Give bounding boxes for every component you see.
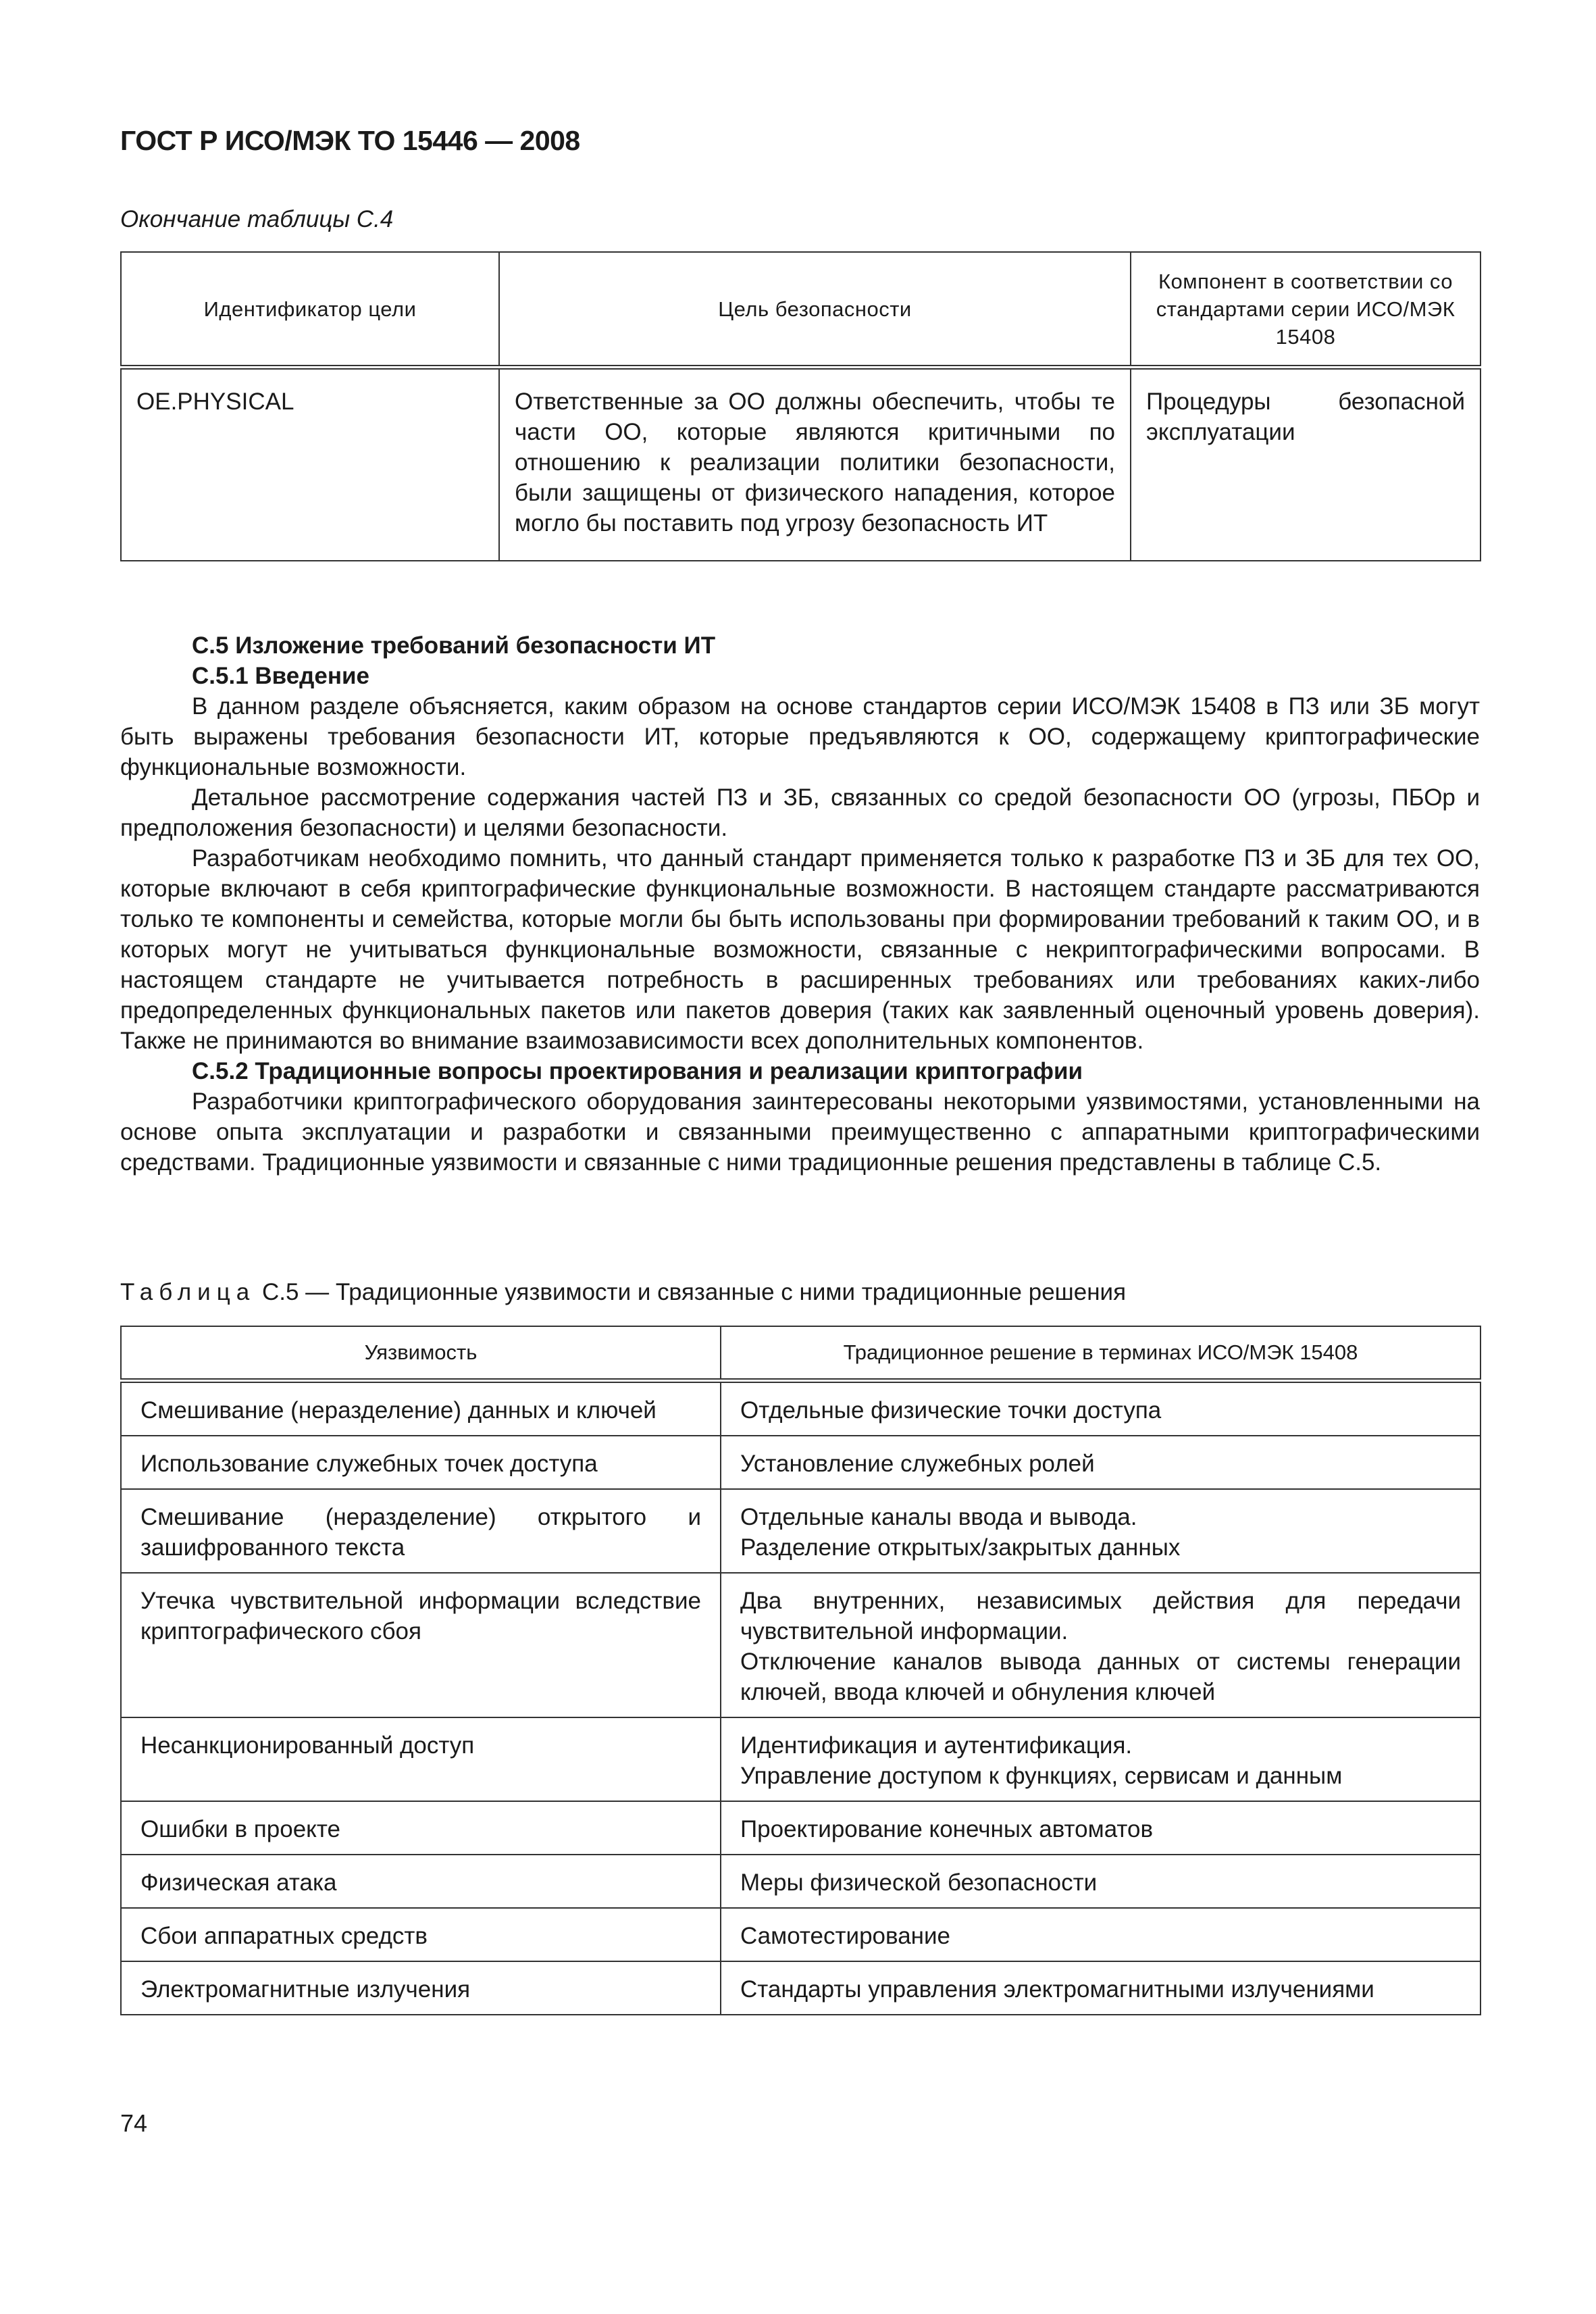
- solution-line: Управление доступом к функциях, сервисам и данным: [740, 1763, 1343, 1789]
- subsection-heading: С.5.2 Традиционные вопросы проектирования и реализации криптографии: [192, 1058, 1083, 1084]
- table-row: [121, 1436, 1481, 1489]
- solution-line: Идентификация и аутентификация.: [740, 1732, 1133, 1759]
- solution-line: Отключение каналов вывода данных от системы генерации ключей, ввода ключей и обнуления ключей: [740, 1649, 1461, 1705]
- table-continuation-caption: Окончание таблицы С.4: [120, 206, 394, 232]
- page-number: 74: [120, 2109, 148, 2137]
- solution-cell: [721, 1801, 1481, 1855]
- table-row: [121, 1717, 1481, 1801]
- section-heading: С.5 Изложение требований безопасности ИТ: [192, 632, 716, 659]
- solution-cell: [721, 1855, 1481, 1908]
- solution-cell: [721, 1961, 1481, 2015]
- vulnerability-cell: Электромагнитные излучения: [121, 1961, 721, 2015]
- paragraph: Разработчикам необходимо помнить, что данный стандарт применяется только к разработке ПЗ и ЗБ для тех ОО, которые включают в себя криптографические функциональные возможности. В настоящем стандарте рассматриваются только те компоненты и семейства, которые могли бы быть использованы при формировании требований к таким ОО, и в которых могут не учитываться функциональные возможности, связанные с некриптографическими вопросами. В настоящем стандарте не учитывается потребность в расширенных требованиях или требованиях каких-либо предопределенных функциональных пакетов или пакетов доверия (таких как заявленный оценочный уровень доверия). Также не принимаются во внимание взаимозависимости всех дополнительных компонентов.: [120, 845, 1480, 1054]
- solution-line: Стандарты управления электромагнитными излучениями: [740, 1976, 1374, 2003]
- solution-line: Самотестирование: [740, 1923, 951, 1949]
- table-header-row: [121, 252, 1481, 368]
- table-row: [121, 1855, 1481, 1908]
- vulnerability-cell: Ошибки в проекте: [121, 1801, 721, 1855]
- vulnerability-cell: Несанкционированный доступ: [121, 1717, 721, 1801]
- paragraph: Разработчики криптографического оборудования заинтересованы некоторыми уязвимостями, установленными на основе опыта эксплуатации и разработки и связанными преимущественно с аппаратными криптографическими средствами. Традиционные уязвимости и связанные с ними традиционные решения представлены в таблице С.5.: [120, 1088, 1480, 1176]
- table-label: Таблица: [120, 1279, 256, 1305]
- solution-cell: [721, 1573, 1481, 1717]
- vulnerability-cell: Утечка чувствительной информации вследствие криптографического сбоя: [121, 1573, 721, 1717]
- paragraph: Детальное рассмотрение содержания частей ПЗ и ЗБ, связанных со средой безопасности ОО (угрозы, ПБОр и предположения безопасности) и целями безопасности.: [120, 784, 1480, 841]
- solution-line: Два внутренних, независимых действия для передачи чувствительной информации.: [740, 1588, 1461, 1644]
- table-title: С.5 — Традиционные уязвимости и связанные с ними традиционные решения: [261, 1279, 1127, 1305]
- table-c5-caption: [120, 1279, 1126, 1306]
- solution-line: Проектирование конечных автоматов: [740, 1816, 1154, 1842]
- solution-cell: [721, 1717, 1481, 1801]
- table-row: [121, 1489, 1481, 1573]
- table-row: [121, 1908, 1481, 1961]
- table-row: [121, 1801, 1481, 1855]
- solution-line: Установление служебных ролей: [740, 1451, 1095, 1477]
- section-c5: [120, 630, 1480, 1178]
- vulnerability-cell: Сбои аппаратных средств: [121, 1908, 721, 1961]
- vulnerability-cell: Физическая атака: [121, 1855, 721, 1908]
- paragraph: В данном разделе объясняется, каким образом на основе стандартов серии ИСО/МЭК 15408 в ПЗ или ЗБ могут быть выражены требования безопасности ИТ, которые предъявляются к ОО, содержащему криптографические функциональные возможности.: [120, 693, 1480, 780]
- table-c4: [120, 251, 1481, 561]
- vulnerability-cell: Смешивание (неразделение) данных и ключей: [121, 1381, 721, 1436]
- vulnerability-cell: Использование служебных точек доступа: [121, 1436, 721, 1489]
- table-c5: [120, 1326, 1481, 2015]
- table-row: [121, 1573, 1481, 1717]
- solution-cell: [721, 1381, 1481, 1436]
- document-header: ГОСТ Р ИСО/МЭК ТО 15446 — 2008: [120, 125, 580, 156]
- column-header: Традиционное решение в терминах ИСО/МЭК 15408: [721, 1326, 1481, 1381]
- column-header: Цель безопасности: [499, 252, 1131, 368]
- solution-line: Отдельные физические точки доступа: [740, 1397, 1162, 1424]
- solution-line: Разделение открытых/закрытых данных: [740, 1534, 1181, 1561]
- table-row: [121, 368, 1481, 561]
- solution-cell: [721, 1436, 1481, 1489]
- vulnerability-cell: Смешивание (неразделение) открытого и зашифрованного текста: [121, 1489, 721, 1573]
- table-row: [121, 1961, 1481, 2015]
- solution-cell: [721, 1489, 1481, 1573]
- column-header: Компонент в соответствии со стандартами серии ИСО/МЭК 15408: [1131, 252, 1481, 368]
- column-header: Уязвимость: [121, 1326, 721, 1381]
- solution-line: Отдельные каналы ввода и вывода.: [740, 1504, 1137, 1530]
- component-cell: Процедуры безопасной эксплуатации: [1131, 368, 1481, 561]
- table-header-row: [121, 1326, 1481, 1381]
- objective-text-cell: Ответственные за ОО должны обеспечить, чтобы те части ОО, которые являются критичными по отношению к реализации политики безопасности, были защищены от физического нападения, которое могло бы поставить под угрозу безопасность ИТ: [499, 368, 1131, 561]
- objective-id-cell: OE.PHYSICAL: [121, 368, 499, 561]
- table-row: [121, 1381, 1481, 1436]
- column-header: Идентификатор цели: [121, 252, 499, 368]
- solution-cell: [721, 1908, 1481, 1961]
- solution-line: Меры физической безопасности: [740, 1869, 1098, 1896]
- subsection-heading: С.5.1 Введение: [192, 663, 369, 689]
